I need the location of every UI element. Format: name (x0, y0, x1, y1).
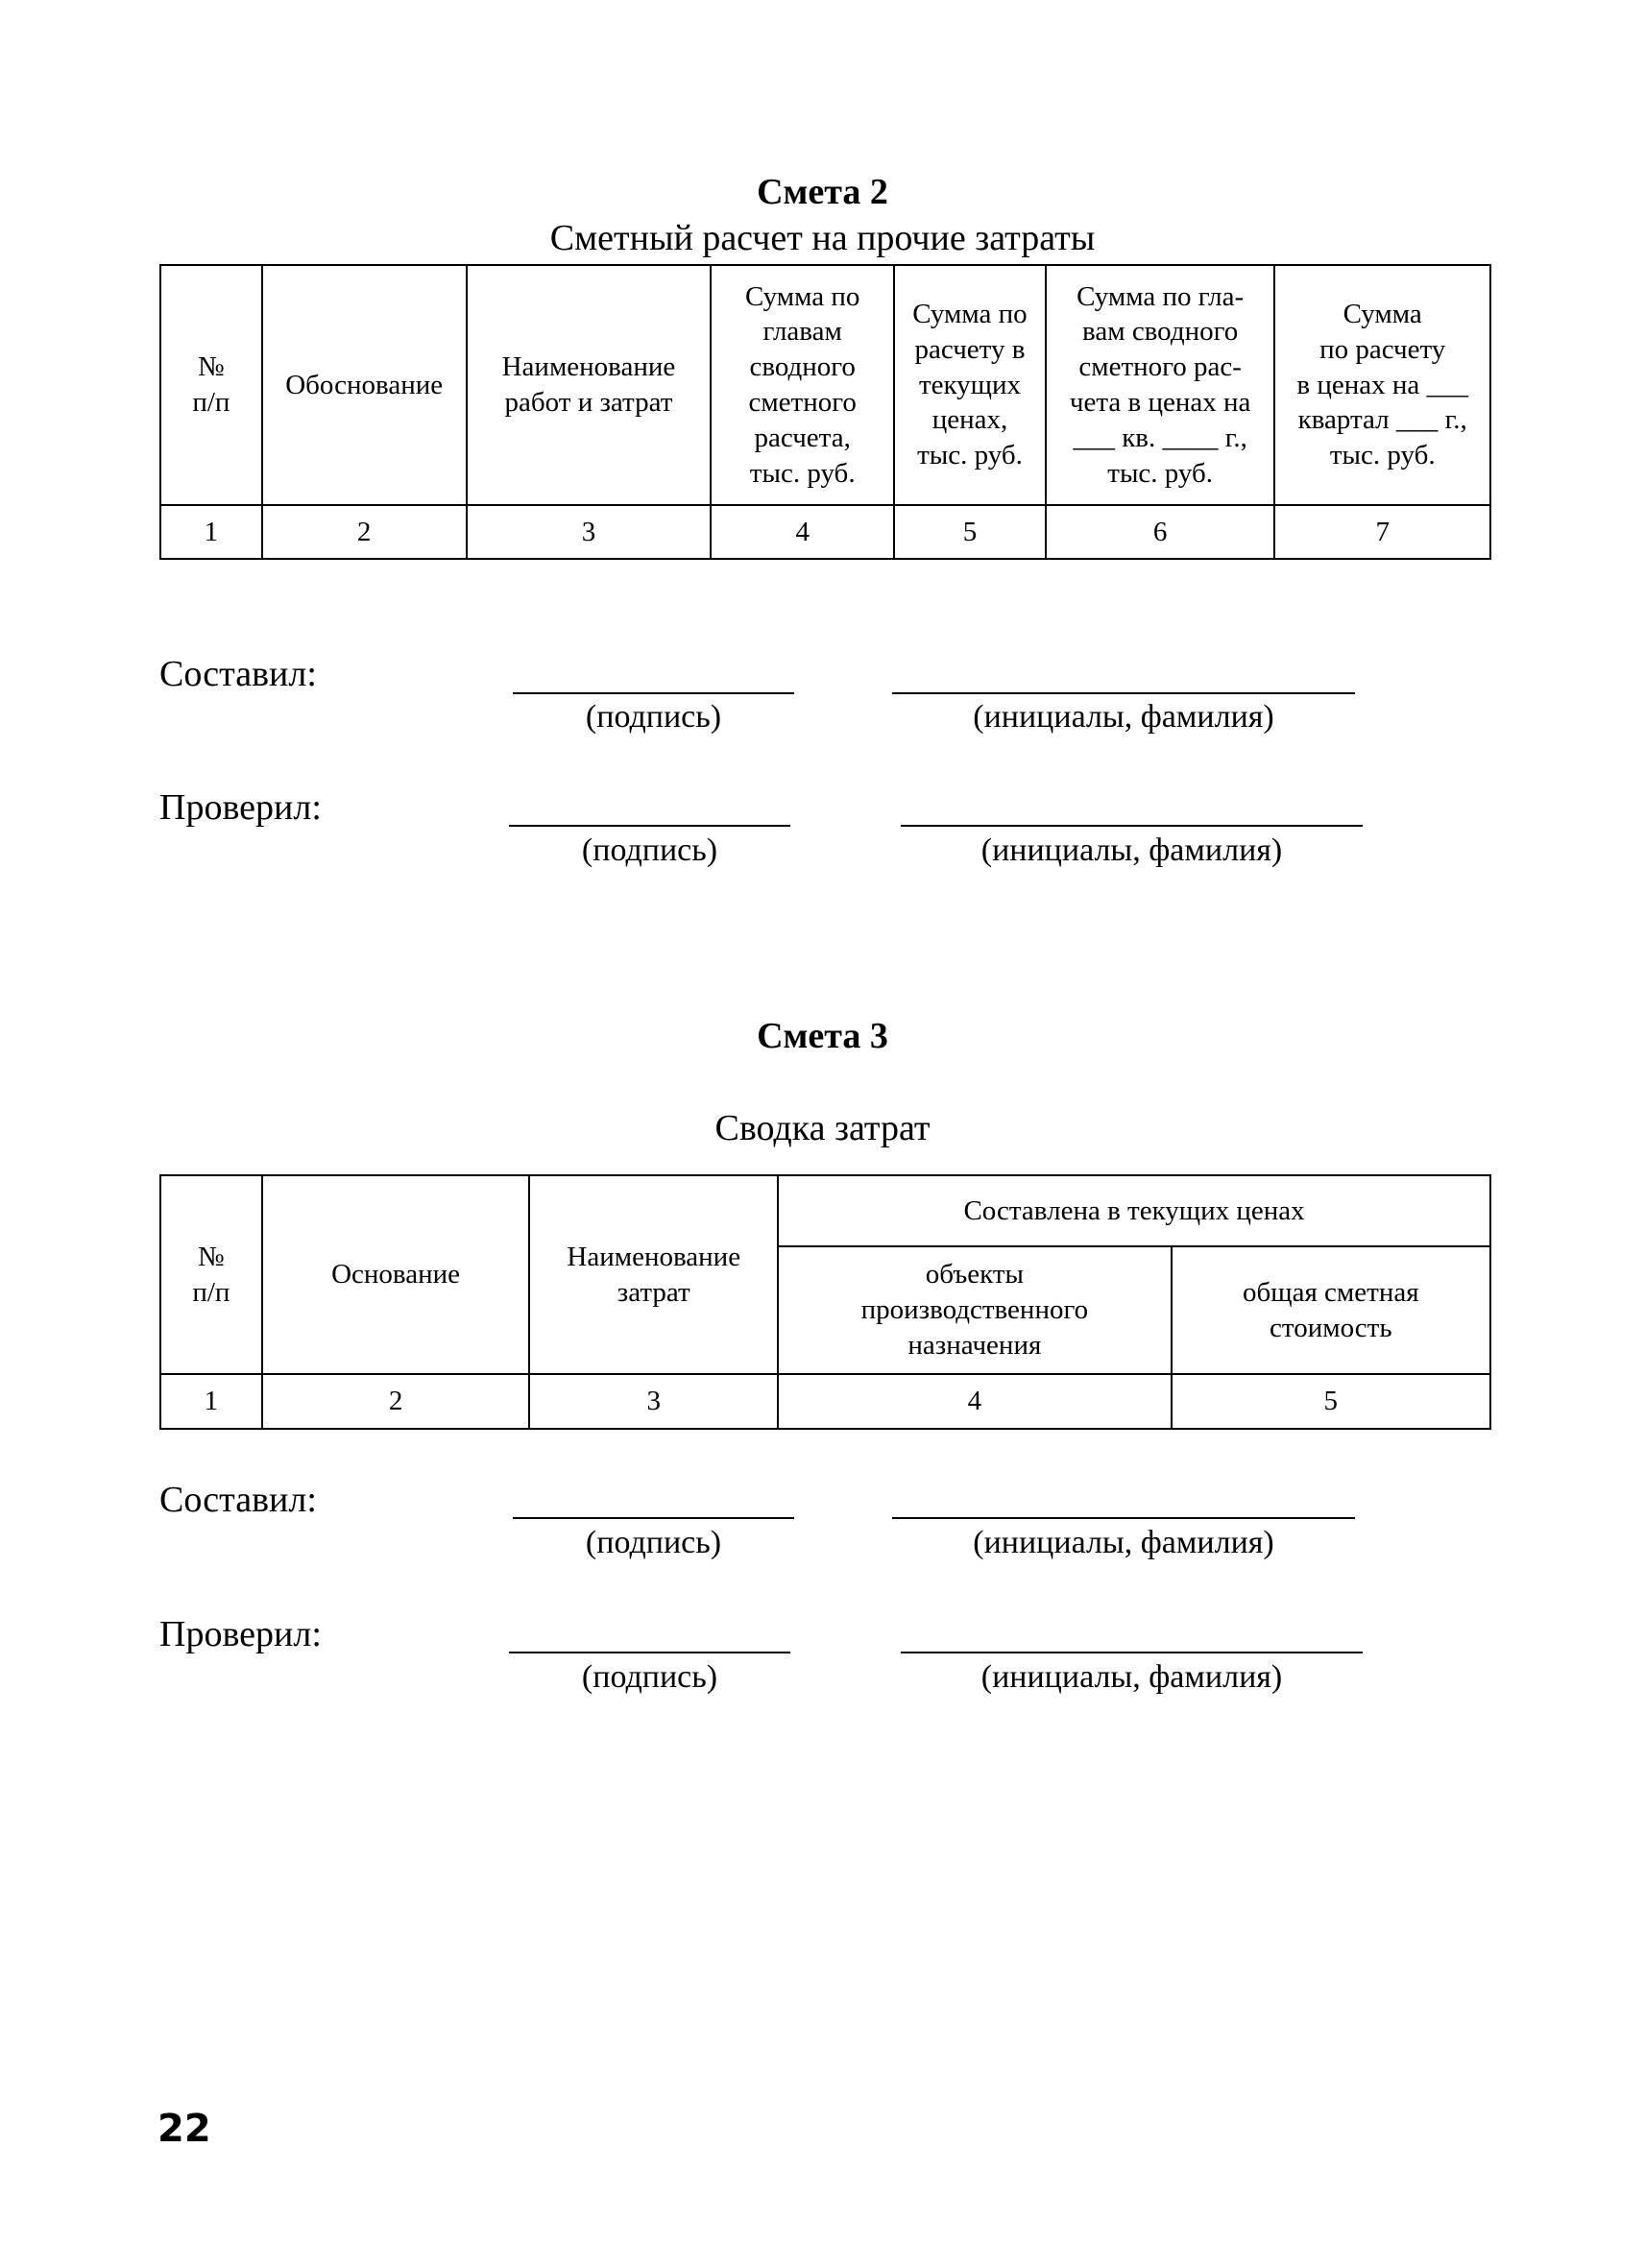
header-sum-chapters-quarter: Сумма по гла- вам сводного сметного рас- чета в ценах на ___ кв. ____ г., тыс. руб. (1046, 265, 1275, 505)
smeta3-table (159, 1174, 1491, 1430)
signature-line (513, 1517, 794, 1519)
name-caption: (инициалы, фамилия) (973, 699, 1274, 735)
header-num: № п/п (160, 265, 262, 505)
name-caption: (инициалы, фамилия) (980, 1659, 1283, 1695)
signature-caption: (подпись) (581, 1659, 718, 1695)
signature-caption: (подпись) (581, 832, 718, 868)
name-line (892, 1517, 1355, 1519)
smeta2-subtitle: Сметный расчет на прочие затраты (549, 218, 1096, 258)
column-number: 2 (262, 505, 467, 559)
column-number: 3 (529, 1374, 778, 1429)
column-number: 5 (894, 505, 1046, 559)
header-total-cost: общая сметная стоимость (1172, 1246, 1490, 1374)
signature-line (509, 1652, 790, 1653)
name-line (901, 1652, 1363, 1653)
checked-label: Проверил: (159, 1614, 322, 1654)
composed-label: Составил: (159, 1480, 317, 1520)
name-caption: (инициалы, фамилия) (980, 832, 1283, 868)
column-number: 4 (778, 1374, 1171, 1429)
page-number: 22 (157, 2107, 211, 2151)
column-number: 4 (711, 505, 894, 559)
smeta3-title: Смета 3 (757, 1016, 888, 1056)
checked-label: Проверил: (159, 787, 322, 828)
header-num: № п/п (160, 1175, 262, 1374)
header-sum-calc-quarter: Сумма по расчету в ценах на ___ квартал ___ г., тыс. руб. (1274, 265, 1490, 505)
name-line (892, 692, 1355, 694)
column-number: 3 (467, 505, 712, 559)
header-name: Наименование работ и затрат (467, 265, 712, 505)
header-sum-current: Сумма по расчету в текущих ценах, тыс. руб. (894, 265, 1046, 505)
smeta2-table (159, 264, 1491, 560)
header-name: Наименование затрат (529, 1175, 778, 1374)
column-number: 1 (160, 1374, 262, 1429)
name-line (901, 825, 1363, 827)
header-group-current-prices: Составлена в текущих ценах (778, 1175, 1490, 1246)
header-basis: Основание (262, 1175, 530, 1374)
header-basis: Обоснование (262, 265, 467, 505)
column-number: 7 (1274, 505, 1490, 559)
name-caption: (инициалы, фамилия) (973, 1525, 1274, 1560)
column-number: 6 (1046, 505, 1275, 559)
column-number: 1 (160, 505, 262, 559)
signature-caption: (подпись) (585, 699, 722, 735)
signature-line (509, 825, 790, 827)
signature-caption: (подпись) (585, 1525, 722, 1560)
column-number: 2 (262, 1374, 530, 1429)
column-number: 5 (1172, 1374, 1490, 1429)
smeta2-title: Смета 2 (757, 172, 888, 212)
composed-label: Составил: (159, 654, 317, 694)
header-sum-chapters: Сумма по главам сводного сметного расчета, тыс. руб. (711, 265, 894, 505)
signature-line (513, 692, 794, 694)
header-production-objects: объекты производственного назначения (778, 1246, 1171, 1374)
smeta3-subtitle: Сводка затрат (714, 1108, 931, 1148)
